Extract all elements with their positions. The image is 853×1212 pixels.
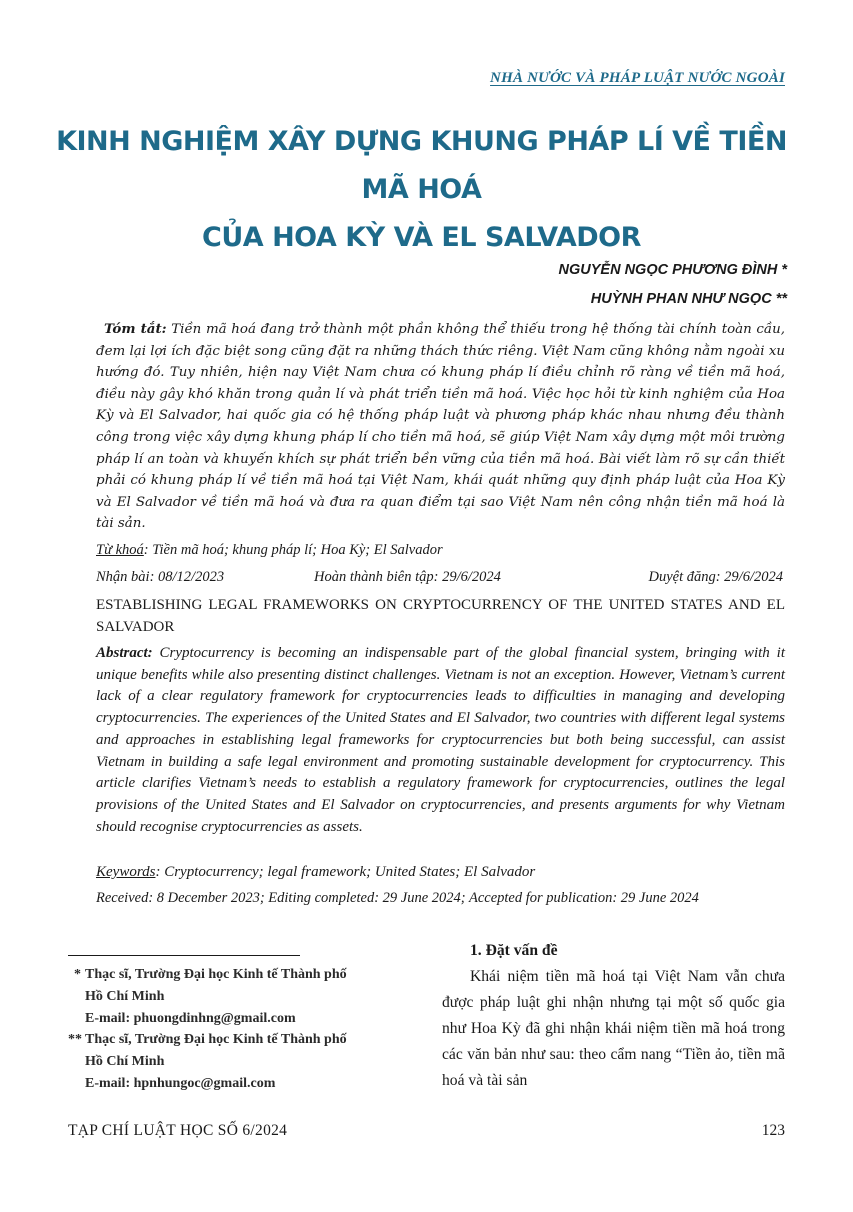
keywords-en-text: : Cryptocurrency; legal framework; United States; El Salvador: [155, 864, 536, 880]
journal-footer: TẠP CHÍ LUẬT HỌC SỐ 6/2024: [68, 1122, 288, 1139]
section-heading: 1. Đặt vấn đề: [470, 942, 558, 959]
title-line-1: KINH NGHIỆM XÂY DỰNG KHUNG PHÁP LÍ VỀ TIỀN MÃ HOÁ: [56, 126, 787, 205]
received-date-vn: Nhận bài: 08/12/2023: [96, 569, 225, 585]
keywords-en-label: Keywords: [96, 864, 156, 880]
footnote-divider: [68, 955, 300, 956]
footnote-2-city: Hồ Chí Minh: [85, 1054, 165, 1070]
keywords-vietnamese: [96, 542, 443, 559]
body-column: [442, 938, 785, 1094]
footnote-1-city: Hồ Chí Minh: [85, 988, 165, 1004]
abstract-vn-label: Tóm tắt:: [104, 321, 167, 337]
author-2: HUỲNH PHAN NHƯ NGỌC **: [590, 291, 787, 307]
footnote-2: [68, 1029, 418, 1094]
footnote-1-mark: *: [74, 967, 81, 982]
english-title: ESTABLISHING LEGAL FRAMEWORKS ON CRYPTOCURRENCY OF THE UNITED STATES AND EL SALVADOR: [96, 597, 785, 635]
abstract-english: [96, 643, 785, 838]
abstract-en-label: Abstract:: [96, 645, 153, 661]
keywords-english: [96, 864, 535, 881]
page-number: 123: [761, 1122, 785, 1139]
footnote-2-mark: **: [68, 1032, 82, 1048]
body-paragraph: Khái niệm tiền mã hoá tại Việt Nam vẫn chưa được pháp luật ghi nhận nhưng tại một số quốc gia như Hoa Kỳ đã ghi nhận khái niệm tiền mã hoá trong các văn bản như sau: theo cẩm nang “Tiền ảo, tiền mã hoá và tài sản: [442, 968, 785, 1089]
title-line-2: CỦA HOA KỲ VÀ EL SALVADOR: [202, 222, 641, 253]
abstract-en-text: Cryptocurrency is becoming an indispensable part of the global financial system, bringing with it unique benefits while also presenting distinct challenges. Vietnam is not an exception. However, Vietnam’s current lack of a clear regulatory framework for cryptocurrencies leads to difficulties in managing and developing cryptocurrencies. The experiences of the United States and El Salvador, two countries with different legal systems and approaches in establishing legal frameworks for cryptocurrencies but both being successful, can assist Vietnam in building a safe legal environment and promoting sustainable development for cryptocurrency. This article clarifies Vietnam’s needs to establish a regulatory framework for cryptocurrencies, outlines the legal provisions of the United States and El Salvador on cryptocurrencies, and presents arguments for why Vietnam should recognise cryptocurrencies as assets.: [96, 645, 785, 835]
footnote-1: [68, 964, 418, 1029]
accepted-date-vn: Duyệt đăng: 29/6/2024: [648, 569, 783, 585]
dates-english: Received: 8 December 2023; Editing completed: 29 June 2024; Accepted for publication: 29 June 2024: [96, 890, 699, 906]
footnote-1-email: E-mail: phuongdinhng@gmail.com: [85, 1010, 296, 1026]
keywords-vn-text: : Tiền mã hoá; khung pháp lí; Hoa Kỳ; El Salvador: [143, 542, 443, 558]
footnotes: [68, 964, 418, 1095]
footnote-1-affiliation: Thạc sĩ, Trường Đại học Kinh tế Thành phố: [85, 967, 347, 982]
footnote-2-affiliation: Thạc sĩ, Trường Đại học Kinh tế Thành phố: [85, 1032, 347, 1048]
footnote-2-email: E-mail: hpnhungoc@gmail.com: [85, 1075, 276, 1091]
abstract-vietnamese: [96, 319, 785, 535]
keywords-vn-label: Từ khoá: [96, 542, 144, 558]
edited-date-vn: Hoàn thành biên tập: 29/6/2024: [314, 569, 501, 585]
section-label: NHÀ NƯỚC VÀ PHÁP LUẬT NƯỚC NGOÀI: [490, 70, 785, 86]
article-title: [30, 118, 813, 262]
author-1: NGUYỄN NGỌC PHƯƠNG ĐÌNH *: [558, 262, 787, 278]
abstract-vn-text: Tiền mã hoá đang trở thành một phần không thể thiếu trong hệ thống tài chính toàn cầu, đem lại lợi ích đặc biệt song cũng đặt ra những thách thức riêng. Việt Nam cũng không nằm ngoài xu hướng đó. Tuy nhiên, hiện nay Việt Nam chưa có khung pháp lí điều chỉnh rõ ràng về tiền mã hoá, điều này gây khó khăn trong quản lí và phát triển tiền mã hoá. Việc học hỏi từ kinh nghiệm của Hoa Kỳ và El Salvador, hai quốc gia có hệ thống pháp luật và phương pháp khác nhau nhưng đều thành công trong việc xây dựng khung pháp lí cho tiền mã hoá, sẽ giúp Việt Nam xây dựng một môi trường pháp lí an toàn và khuyến khích sự phát triển bền vững của tiền mã hoá. Bài viết làm rõ sự cần thiết phải có khung pháp lí về tiền mã hoá tại Việt Nam, khái quát những quy định pháp luật của Hoa Kỳ và El Salvador về tiền mã hoá và đưa ra quan điểm tại sao Việt Nam nên công nhận tiền mã hoá là tài sản.: [96, 322, 786, 532]
